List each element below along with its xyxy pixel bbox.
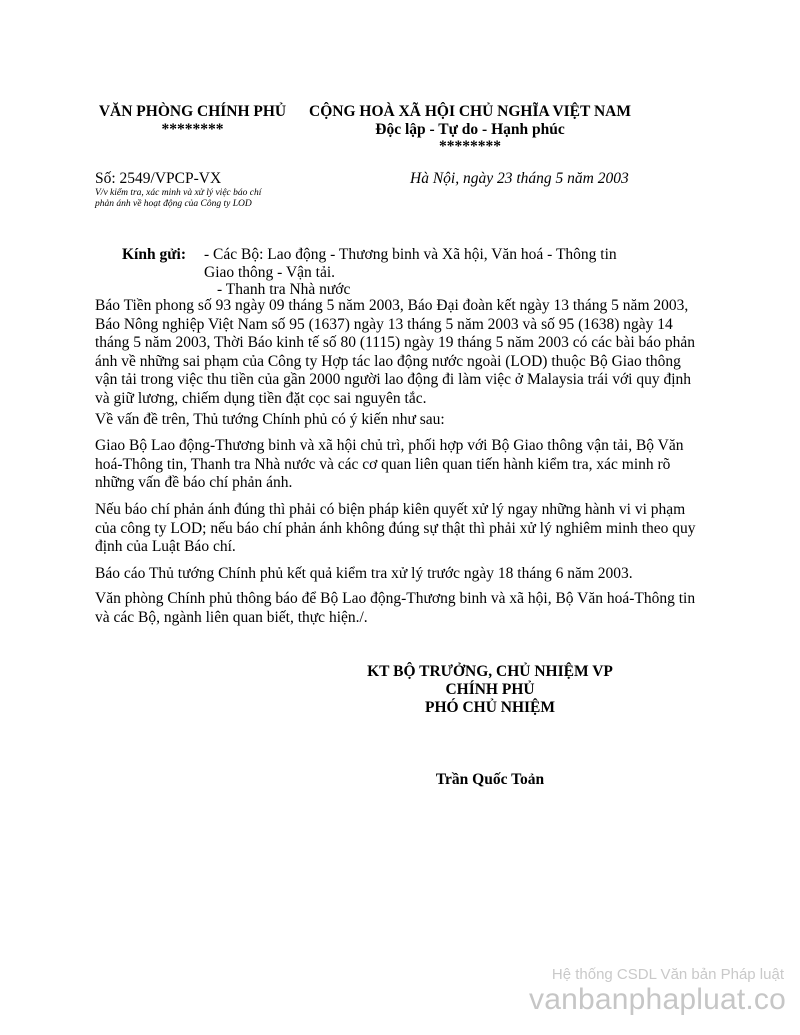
national-motto: Độc lập - Tự do - Hạnh phúc — [375, 121, 565, 138]
signature-title-3: PHÓ CHỦ NHIỆM — [424, 699, 556, 716]
body-paragraph-4: Nếu báo chí phản ánh đúng thì phải có biện pháp kiên quyết xử lý ngay những hành vi vi phạm của công ty LOD; nếu báo chí phản ánh không đúng sự thật thì phải xử lý nghiêm minh theo quy định của Luật Báo chí. — [95, 501, 696, 555]
issuing-agency: VĂN PHÒNG CHÍNH PHỦ — [98, 103, 287, 120]
recipient-line-3: - Thanh tra Nhà nước — [217, 281, 351, 298]
signer-name: Trần Quốc Toản — [435, 771, 545, 788]
recipient-line-1: - Các Bộ: Lao động - Thương binh và Xã hội, Văn hoá - Thông tin — [204, 246, 617, 263]
body-paragraph-1: Báo Tiền phong số 93 ngày 09 tháng 5 năm 2003, Báo Đại đoàn kết ngày 13 tháng 5 năm 2003, Báo Nông nghiệp Việt Nam số 95 (1637) ngày 13 tháng 5 năm 2003 và số 95 (1638) ngày 14 tháng 5 năm 2003, Thời Báo kinh tế số 80 (1115) ngày 19 tháng 5 năm 2003 có các bài báo phản ánh về những sai phạm của Công ty Hợp tác lao động nước ngoài (LOD) thuộc Bộ Giao thông vận tải trong việc thu tiền của gần 2000 người lao động đi làm việc ở Malaysia trái với quy định và giữ lương, chiếm dụng tiền đặt cọc sai nguyên tắc. — [95, 297, 695, 407]
signature-title-1: KT BỘ TRƯỞNG, CHỦ NHIỆM VP — [367, 663, 613, 680]
motto-stars: ******** — [439, 138, 501, 155]
signature-title-2: CHÍNH PHỦ — [445, 681, 535, 698]
watermark-system: Hệ thống CSDL Văn bản Pháp luật — [551, 966, 784, 983]
document-number: Số: 2549/VPCP-VX — [95, 170, 222, 187]
country-name: CỘNG HOÀ XÃ HỘI CHỦ NGHĨA VIỆT NAM — [309, 103, 631, 120]
subject-line-2: phản ánh về hoạt động của Công ty LOD — [95, 199, 252, 209]
body-paragraph-2: Về vấn đề trên, Thủ tướng Chính phủ có ý kiến như sau: — [95, 411, 445, 428]
agency-stars: ******** — [161, 121, 224, 138]
recipients-label: Kính gửi: — [122, 246, 186, 263]
recipient-line-2: Giao thông - Vận tải. — [204, 264, 336, 281]
place-date: Hà Nội, ngày 23 tháng 5 năm 2003 — [410, 170, 629, 187]
subject-line-1: V/v kiểm tra, xác minh và xử lý việc báo chí — [95, 188, 262, 198]
body-paragraph-3: Giao Bộ Lao động-Thương binh và xã hội chủ trì, phối hợp với Bộ Giao thông vận tải, Bộ Văn hoá-Thông tin, Thanh tra Nhà nước và các cơ quan liên quan tiến hành kiểm tra, xác minh rõ những vấn đề báo chí phản ánh. — [95, 437, 684, 491]
watermark-site: vanbanphapluat.co — [529, 983, 786, 1016]
body-paragraph-5: Báo cáo Thủ tướng Chính phủ kết quả kiểm tra xử lý trước ngày 18 tháng 6 năm 2003. — [95, 565, 633, 582]
body-paragraph-6: Văn phòng Chính phủ thông báo để Bộ Lao động-Thương binh và xã hội, Bộ Văn hoá-Thông tin và các Bộ, ngành liên quan biết, thực hiện./. — [95, 590, 696, 626]
